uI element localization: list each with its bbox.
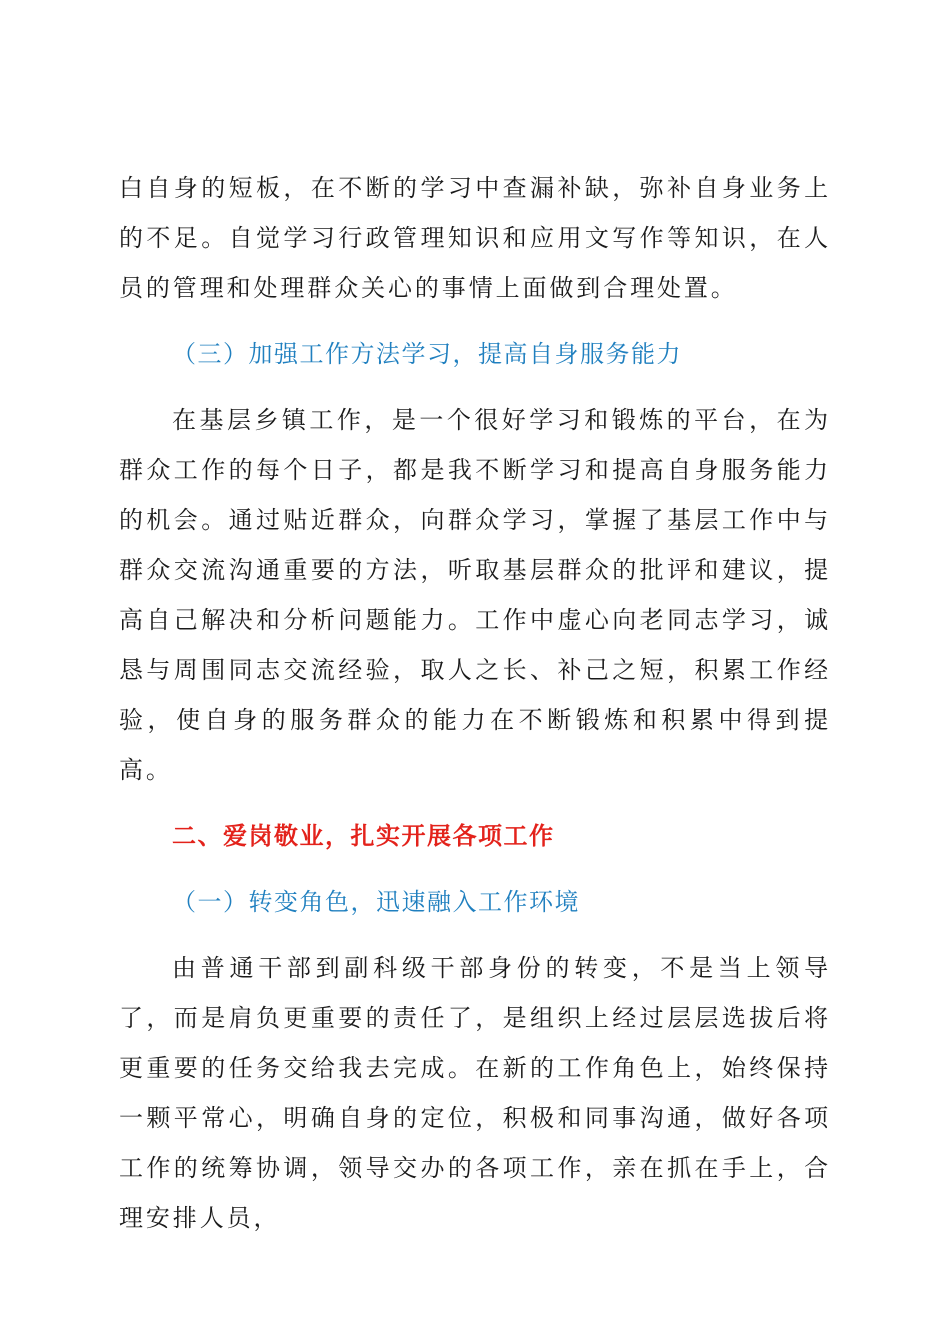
body-paragraph-continued: 白自身的短板，在不断的学习中查漏补缺，弥补自身业务上的不足。自觉学习行政管理知识和应用文写作等知识，在人员的管理和处理群众关心的事情上面做到合理处置。: [119, 174, 831, 302]
document-body: [119, 163, 831, 1243]
subheading-one: （一）转变角色，迅速融入工作环境: [172, 888, 580, 916]
body-paragraph-work-methods: 在基层乡镇工作，是一个很好学习和锻炼的平台，在为群众工作的每个日子，都是我不断学习和提高自身服务能力的机会。通过贴近群众，向群众学习，掌握了基层工作中与群众交流沟通重要的方法，听取基层群众的批评和建议，提高自己解决和分析问题能力。工作中虚心向老同志学习，诚恳与周围同志交流经验，取人之长、补己之短，积累工作经验，使自身的服务群众的能力在不断锻炼和积累中得到提高。: [119, 406, 831, 784]
subheading-three: （三）加强工作方法学习，提高自身服务能力: [172, 340, 682, 368]
section-heading-two: 二、爱岗敬业，扎实开展各项工作: [172, 822, 555, 850]
body-paragraph-role-change: 由普通干部到副科级干部身份的转变，不是当上领导了，而是肩负更重要的责任了，是组织上经过层层选拔后将更重要的任务交给我去完成。在新的工作角色上，始终保持一颗平常心，明确自身的定位，积极和同事沟通，做好各项工作的统筹协调，领导交办的各项工作，亲在抓在手上，合理安排人员，: [119, 954, 831, 1232]
